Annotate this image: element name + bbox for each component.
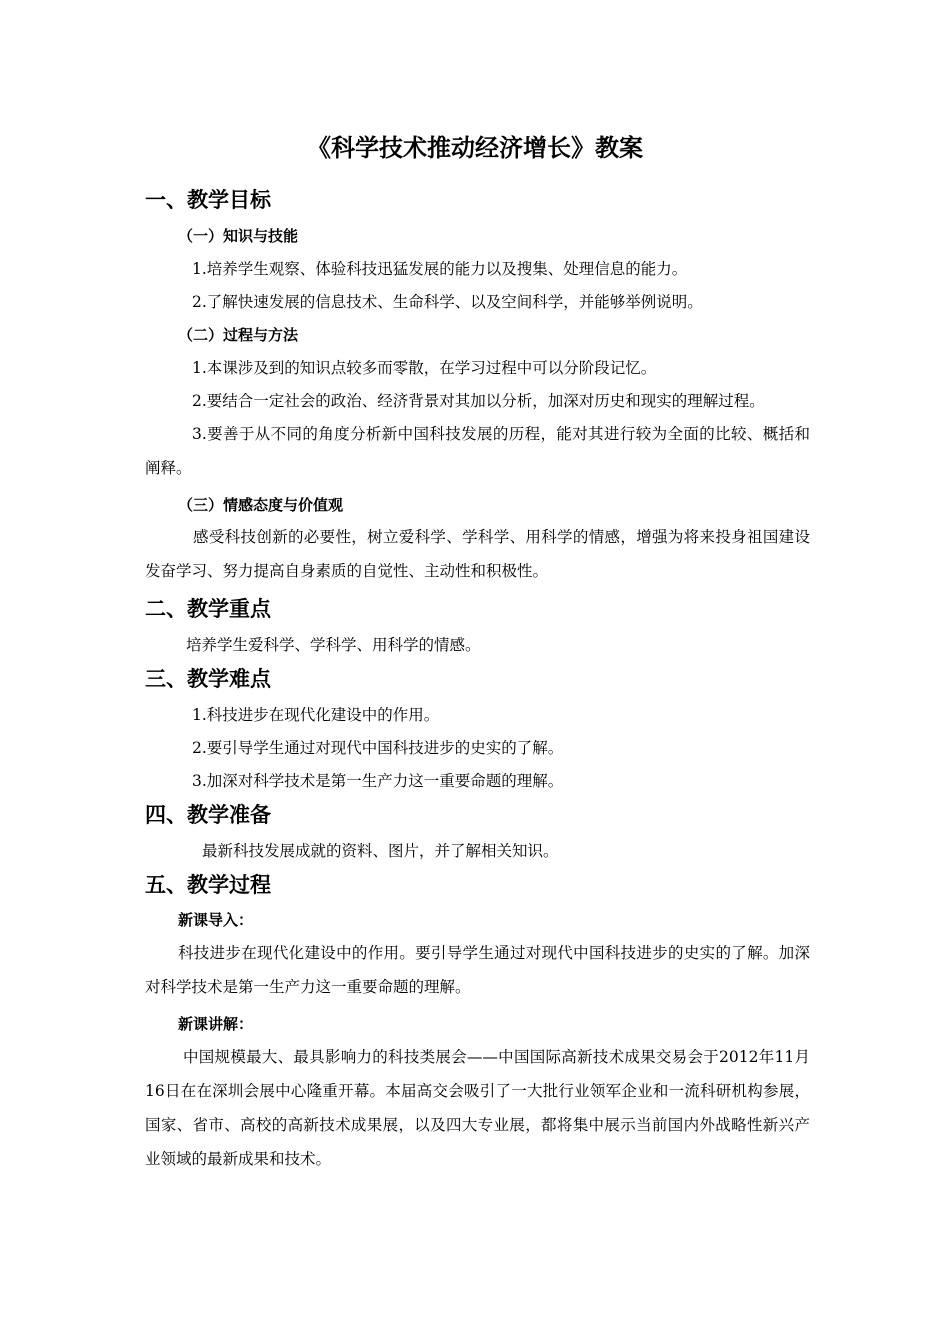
- section-heading-difficulties: 三、教学难点: [145, 667, 271, 691]
- list-item: 1.培养学生观察、体验科技迅猛发展的能力以及搜集、处理信息的能力。: [192, 260, 688, 278]
- list-item: 3.加深对科学技术是第一生产力这一重要命题的理解。: [192, 772, 564, 790]
- list-item: 1.本课涉及到的知识点较多而零散，在学习过程中可以分阶段记忆。: [192, 359, 657, 377]
- subheading-knowledge-skills: （一）知识与技能: [178, 227, 299, 245]
- section-heading-process: 五、教学过程: [145, 873, 271, 897]
- section-heading-objectives: 一、教学目标: [145, 188, 271, 212]
- subheading-process-methods: （二）过程与方法: [178, 326, 299, 344]
- list-item: 2.要引导学生通过对现代中国科技进步的史实的了解。: [192, 739, 564, 757]
- list-item: 1.科技进步在现代化建设中的作用。: [192, 706, 440, 724]
- document-title: 《科学技术推动经济增长》教案: [307, 134, 643, 162]
- list-item: 2.要结合一定社会的政治、经济背景对其加以分析，加深对历史和现实的理解过程。: [192, 392, 765, 410]
- section-heading-preparation: 四、教学准备: [145, 803, 271, 827]
- list-item: 2.了解快速发展的信息技术、生命科学、以及空间科学，并能够举例说明。: [192, 293, 703, 311]
- subheading-intro: 新课导入：: [178, 911, 254, 929]
- subheading-lecture: 新课讲解：: [178, 1015, 254, 1033]
- paragraph-preparation: 最新科技发展成就的资料、图片，并了解相关知识。: [202, 842, 559, 860]
- paragraph-key-points: 培养学生爱科学、学科学、用科学的情感。: [186, 636, 481, 654]
- section-heading-key-points: 二、教学重点: [145, 597, 271, 621]
- subheading-attitude-values: （三）情感态度与价值观: [178, 496, 344, 514]
- paragraph-attitude: 感受科技创新的必要性，树立爱科学、学科学、用科学的情感，增强为将来投身祖国建设发奋学习、努力提高自身素质的自觉性、主动性和积极性。: [145, 528, 810, 580]
- paragraph-lecture: 中国规模最大、最具影响力的科技类展会——中国国际高新技术成果交易会于2012年11月16日在在深圳会展中心隆重开幕。本届高交会吸引了一大批行业领军企业和一流科研机构参展，国家、省市、高校的高新技术成果展，以及四大专业展，都将集中展示当前国内外战略性新兴产业领域的最新成果和技术。: [145, 1048, 810, 1168]
- paragraph-intro: 科技进步在现代化建设中的作用。要引导学生通过对现代中国科技进步的史实的了解。加深对科学技术是第一生产力这一重要命题的理解。: [145, 944, 810, 996]
- list-item: 3.要善于从不同的角度分析新中国科技发展的历程，能对其进行较为全面的比较、概括和阐释。: [145, 425, 810, 477]
